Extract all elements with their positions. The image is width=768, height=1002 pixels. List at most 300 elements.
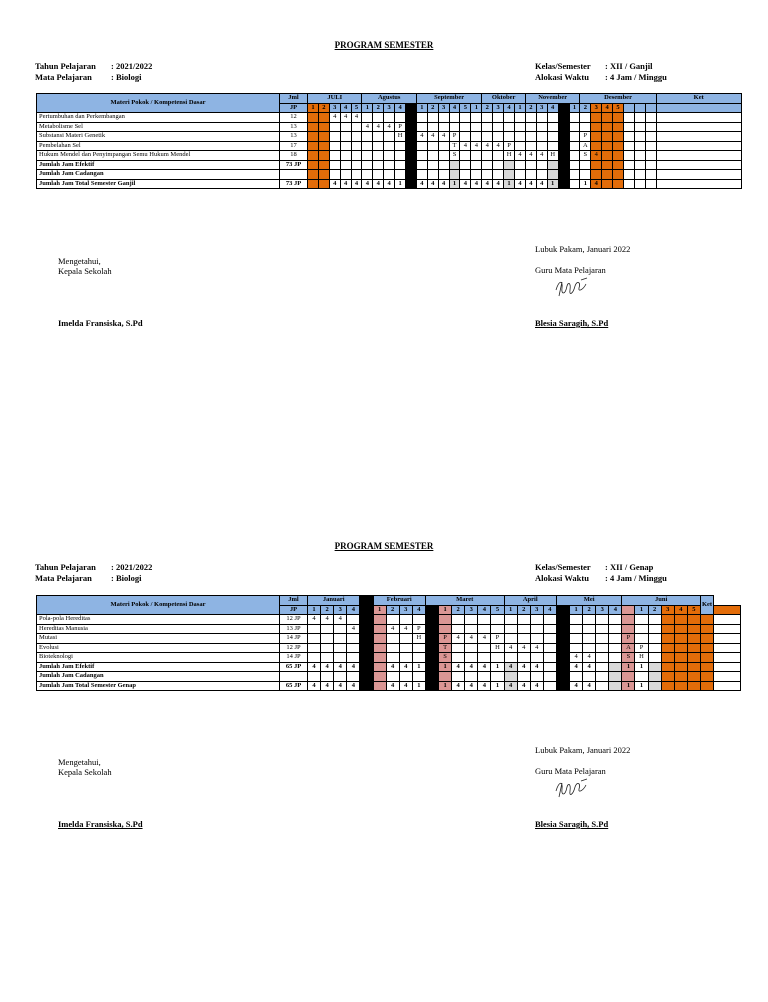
week-cell bbox=[536, 170, 547, 180]
week-cell bbox=[412, 672, 425, 682]
week-cell bbox=[471, 132, 482, 142]
week-cell bbox=[416, 151, 427, 161]
week-cell bbox=[329, 122, 340, 132]
sum-row-total bbox=[37, 681, 741, 691]
week-cell bbox=[460, 170, 471, 180]
week-number: 3 bbox=[591, 103, 602, 113]
week-cell bbox=[525, 141, 536, 151]
col-jp: JP bbox=[280, 605, 308, 615]
week-cell bbox=[580, 113, 591, 123]
week-cell: 4 bbox=[515, 151, 526, 161]
week-cell: 4 bbox=[351, 179, 362, 189]
row-jp: 13 bbox=[280, 122, 308, 132]
week-cell bbox=[609, 672, 622, 682]
week-cell bbox=[360, 681, 373, 691]
week-cell bbox=[602, 160, 613, 170]
week-cell bbox=[347, 643, 360, 653]
week-cell bbox=[395, 160, 406, 170]
week-cell bbox=[351, 151, 362, 161]
week-cell bbox=[373, 653, 386, 663]
week-cell: 4 bbox=[530, 681, 543, 691]
week-cell bbox=[648, 653, 661, 663]
ket-cell bbox=[656, 103, 741, 113]
col-ket: Ket bbox=[700, 596, 713, 615]
week-number: 5 bbox=[460, 103, 471, 113]
week-cell bbox=[687, 662, 700, 672]
week-number bbox=[714, 605, 741, 615]
week-cell bbox=[596, 615, 609, 625]
week-number: 2 bbox=[318, 103, 329, 113]
row-jp: 73 JP bbox=[280, 179, 308, 189]
week-cell: 1 bbox=[622, 662, 635, 672]
week-cell bbox=[439, 624, 452, 634]
week-cell bbox=[471, 122, 482, 132]
week-cell bbox=[362, 170, 373, 180]
week-cell: H bbox=[395, 132, 406, 142]
week-cell bbox=[515, 160, 526, 170]
week-number: 4 bbox=[395, 103, 406, 113]
week-cell: 1 bbox=[635, 662, 648, 672]
week-cell bbox=[517, 672, 530, 682]
week-number: 5 bbox=[613, 103, 624, 113]
week-cell: 4 bbox=[384, 122, 395, 132]
week-cell bbox=[596, 681, 609, 691]
kepala-sekolah-name: Imelda Fransiska, S.Pd bbox=[58, 318, 143, 328]
week-cell: 1 bbox=[547, 179, 558, 189]
schedule-table bbox=[36, 595, 741, 691]
row-jp bbox=[280, 170, 308, 180]
meta-right bbox=[535, 562, 667, 584]
week-cell bbox=[482, 122, 493, 132]
meta-right bbox=[535, 61, 667, 83]
week-cell bbox=[493, 151, 504, 161]
mapel-value: : Biologi bbox=[111, 573, 142, 583]
week-cell bbox=[583, 615, 596, 625]
week-cell bbox=[530, 634, 543, 644]
week-cell bbox=[591, 122, 602, 132]
week-cell bbox=[493, 122, 504, 132]
week-number: 1 bbox=[373, 605, 386, 615]
week-cell bbox=[525, 170, 536, 180]
row-jp bbox=[280, 672, 308, 682]
week-cell bbox=[427, 151, 438, 161]
week-cell: 4 bbox=[460, 179, 471, 189]
week-cell bbox=[700, 634, 713, 644]
col-jml: Jml bbox=[280, 94, 308, 104]
week-cell bbox=[395, 151, 406, 161]
table-header-row bbox=[37, 596, 741, 606]
table-row bbox=[37, 141, 742, 151]
week-cell bbox=[308, 179, 319, 189]
row-label: Substansi Materi Genetik bbox=[37, 132, 280, 142]
week-cell: 4 bbox=[384, 179, 395, 189]
week-cell bbox=[373, 643, 386, 653]
week-number: 2 bbox=[482, 103, 493, 113]
week-cell bbox=[439, 615, 452, 625]
tahun-label: Tahun Pelajaran bbox=[35, 562, 96, 572]
row-label: Jumlah Jam Total Semester Ganjil bbox=[37, 179, 280, 189]
week-cell bbox=[596, 643, 609, 653]
kelas-label: Kelas/Semester bbox=[535, 61, 591, 71]
alokasi-label: Alokasi Waktu bbox=[535, 72, 589, 82]
week-cell: 4 bbox=[556, 681, 569, 691]
week-cell: S bbox=[439, 653, 452, 663]
week-cell bbox=[570, 672, 583, 682]
month-april: April bbox=[504, 596, 556, 606]
week-cell: 4 bbox=[583, 662, 596, 672]
week-cell: 1 bbox=[395, 179, 406, 189]
row-jp: 12 JP bbox=[280, 643, 308, 653]
week-cell bbox=[517, 615, 530, 625]
week-cell bbox=[384, 151, 395, 161]
week-cell bbox=[634, 170, 645, 180]
week-cell bbox=[648, 643, 661, 653]
row-label: Jumlah Jam Efektif bbox=[37, 662, 280, 672]
week-cell bbox=[661, 615, 674, 625]
sum-row-efektif bbox=[37, 662, 741, 672]
week-cell bbox=[674, 624, 687, 634]
week-cell bbox=[465, 672, 478, 682]
week-cell bbox=[478, 653, 491, 663]
week-cell: 4 bbox=[530, 643, 543, 653]
week-cell bbox=[558, 151, 569, 161]
mapel-label: Mata Pelajaran bbox=[35, 72, 92, 82]
week-cell bbox=[591, 160, 602, 170]
week-cell bbox=[645, 132, 656, 142]
col-ket: Ket bbox=[656, 94, 741, 104]
week-cell bbox=[602, 170, 613, 180]
week-cell bbox=[700, 643, 713, 653]
week-cell: 4 bbox=[427, 132, 438, 142]
week-cell bbox=[482, 151, 493, 161]
week-cell bbox=[583, 672, 596, 682]
week-cell bbox=[596, 653, 609, 663]
week-cell bbox=[360, 624, 373, 634]
week-cell bbox=[543, 624, 556, 634]
ket-cell bbox=[656, 132, 741, 142]
week-cell bbox=[412, 653, 425, 663]
week-cell bbox=[438, 113, 449, 123]
week-cell bbox=[427, 122, 438, 132]
mengetahui-label: Mengetahui, bbox=[58, 256, 101, 266]
tahun-value: : 2021/2022 bbox=[111, 61, 153, 71]
week-cell bbox=[308, 160, 319, 170]
week-cell: 4 bbox=[493, 179, 504, 189]
week-cell bbox=[334, 643, 347, 653]
week-cell bbox=[613, 113, 624, 123]
kelas-value: : XII / Genap bbox=[605, 562, 654, 572]
week-cell bbox=[321, 653, 334, 663]
week-cell: 1 bbox=[449, 179, 460, 189]
month-maret: Maret bbox=[425, 596, 504, 606]
week-cell: P bbox=[412, 624, 425, 634]
week-cell bbox=[308, 634, 321, 644]
week-cell bbox=[687, 643, 700, 653]
week-cell bbox=[661, 653, 674, 663]
week-cell bbox=[360, 615, 373, 625]
week-cell: 4 bbox=[308, 615, 321, 625]
kelas-label: Kelas/Semester bbox=[535, 562, 591, 572]
week-cell bbox=[373, 615, 386, 625]
week-cell bbox=[602, 113, 613, 123]
week-cell bbox=[547, 113, 558, 123]
week-number: 1 bbox=[635, 605, 648, 615]
row-jp: 17 bbox=[280, 141, 308, 151]
week-cell: 4 bbox=[465, 681, 478, 691]
week-cell: 4 bbox=[373, 179, 384, 189]
week-cell bbox=[308, 643, 321, 653]
week-cell bbox=[373, 132, 384, 142]
week-cell bbox=[687, 615, 700, 625]
week-cell bbox=[517, 634, 530, 644]
month-januari: Januari bbox=[308, 596, 360, 606]
week-cell: 4 bbox=[321, 662, 334, 672]
week-cell bbox=[613, 141, 624, 151]
week-cell: 4 bbox=[308, 662, 321, 672]
row-jp: 65 JP bbox=[280, 662, 308, 672]
week-number bbox=[406, 103, 417, 113]
week-cell bbox=[543, 615, 556, 625]
week-cell: A bbox=[622, 643, 635, 653]
week-cell bbox=[460, 160, 471, 170]
week-cell bbox=[591, 170, 602, 180]
week-cell bbox=[602, 179, 613, 189]
week-cell bbox=[360, 653, 373, 663]
week-number: 1 bbox=[416, 103, 427, 113]
week-cell bbox=[504, 653, 517, 663]
week-cell bbox=[645, 141, 656, 151]
week-cell: H bbox=[412, 634, 425, 644]
week-cell bbox=[558, 179, 569, 189]
row-jp: 13 JP bbox=[280, 624, 308, 634]
week-cell bbox=[700, 672, 713, 682]
week-cell bbox=[406, 122, 417, 132]
week-cell bbox=[674, 662, 687, 672]
week-cell bbox=[547, 132, 558, 142]
week-cell bbox=[347, 653, 360, 663]
week-cell: P bbox=[439, 634, 452, 644]
week-cell: 4 bbox=[347, 624, 360, 634]
week-cell bbox=[460, 113, 471, 123]
week-cell bbox=[569, 122, 580, 132]
week-cell bbox=[318, 179, 329, 189]
week-cell bbox=[569, 132, 580, 142]
week-cell: 4 bbox=[536, 179, 547, 189]
week-cell bbox=[661, 634, 674, 644]
week-cell bbox=[558, 113, 569, 123]
week-cell bbox=[525, 113, 536, 123]
week-cell: 4 bbox=[493, 141, 504, 151]
week-cell bbox=[449, 122, 460, 132]
week-cell bbox=[570, 634, 583, 644]
week-cell bbox=[471, 113, 482, 123]
week-cell bbox=[406, 151, 417, 161]
week-cell bbox=[425, 662, 438, 672]
kepala-sekolah-label: Kepala Sekolah bbox=[58, 266, 112, 276]
page-title: PROGRAM SEMESTER bbox=[334, 40, 434, 50]
week-cell: T bbox=[449, 141, 460, 151]
week-cell bbox=[687, 681, 700, 691]
week-cell bbox=[556, 615, 569, 625]
week-cell bbox=[425, 653, 438, 663]
kepala-sekolah-label: Kepala Sekolah bbox=[58, 767, 112, 777]
week-cell bbox=[399, 634, 412, 644]
alokasi-label: Alokasi Waktu bbox=[535, 573, 589, 583]
week-cell bbox=[334, 634, 347, 644]
week-cell bbox=[334, 653, 347, 663]
week-cell: 4 bbox=[460, 141, 471, 151]
week-cell bbox=[515, 170, 526, 180]
week-cell: 4 bbox=[536, 151, 547, 161]
meta-left bbox=[35, 61, 152, 83]
week-cell bbox=[347, 672, 360, 682]
week-cell bbox=[525, 132, 536, 142]
week-number: 4 bbox=[449, 103, 460, 113]
week-cell bbox=[329, 151, 340, 161]
week-cell bbox=[318, 170, 329, 180]
week-cell bbox=[613, 160, 624, 170]
week-cell bbox=[340, 122, 351, 132]
signature-mark bbox=[553, 276, 589, 300]
month-februari: Februari bbox=[373, 596, 425, 606]
week-cell bbox=[384, 132, 395, 142]
week-cell bbox=[452, 672, 465, 682]
week-cell bbox=[362, 151, 373, 161]
week-cell bbox=[674, 634, 687, 644]
week-cell: P bbox=[558, 141, 569, 151]
month-juni: Juni bbox=[622, 596, 701, 606]
week-cell bbox=[360, 662, 373, 672]
week-cell bbox=[530, 615, 543, 625]
month-oktober: Oktober bbox=[482, 94, 526, 104]
week-cell bbox=[460, 151, 471, 161]
week-cell bbox=[543, 662, 556, 672]
week-cell: 4 bbox=[399, 662, 412, 672]
week-cell bbox=[482, 170, 493, 180]
week-number: 4 bbox=[347, 605, 360, 615]
week-number: 4 bbox=[602, 103, 613, 113]
week-cell bbox=[609, 624, 622, 634]
ket-cell bbox=[714, 634, 741, 644]
week-cell bbox=[687, 653, 700, 663]
week-cell bbox=[635, 634, 648, 644]
week-cell bbox=[329, 141, 340, 151]
alokasi-value: : 4 Jam / Minggu bbox=[605, 72, 667, 82]
week-cell bbox=[438, 170, 449, 180]
week-cell bbox=[504, 615, 517, 625]
week-cell bbox=[347, 634, 360, 644]
week-cell bbox=[395, 141, 406, 151]
week-cell: 1 bbox=[412, 681, 425, 691]
week-cell bbox=[308, 122, 319, 132]
week-cell: 4 bbox=[334, 615, 347, 625]
row-jp: 12 JP bbox=[280, 615, 308, 625]
week-cell bbox=[602, 151, 613, 161]
week-cell bbox=[634, 122, 645, 132]
row-label: Mutasi bbox=[37, 634, 280, 644]
guru-label: Guru Mata Pelajaran bbox=[535, 766, 606, 776]
week-cell bbox=[416, 113, 427, 123]
week-number: 1 bbox=[308, 103, 319, 113]
week-cell bbox=[674, 681, 687, 691]
alokasi-value: : 4 Jam / Minggu bbox=[605, 573, 667, 583]
row-label: Jumlah Jam Cadangan bbox=[37, 672, 280, 682]
week-cell: 1 bbox=[635, 681, 648, 691]
month-november: November bbox=[525, 94, 579, 104]
page-genap bbox=[0, 501, 768, 1002]
week-cell bbox=[609, 681, 622, 691]
week-number: 1 bbox=[504, 605, 517, 615]
week-cell bbox=[674, 643, 687, 653]
week-cell: 4 bbox=[471, 179, 482, 189]
week-number: 4 bbox=[543, 605, 556, 615]
week-cell: 4 bbox=[530, 662, 543, 672]
week-cell bbox=[661, 672, 674, 682]
week-cell: 4 bbox=[386, 624, 399, 634]
week-cell: 1 bbox=[580, 179, 591, 189]
place-date: Lubuk Pakam, Januari 2022 bbox=[535, 745, 631, 755]
week-cell bbox=[558, 122, 569, 132]
week-number: 3 bbox=[661, 605, 674, 615]
week-cell bbox=[591, 113, 602, 123]
row-label: Pola-pola Hereditas bbox=[37, 615, 280, 625]
week-cell: P bbox=[395, 122, 406, 132]
week-cell: T bbox=[439, 643, 452, 653]
week-cell bbox=[583, 634, 596, 644]
row-jp: 18 bbox=[280, 151, 308, 161]
week-number: 1 bbox=[515, 103, 526, 113]
week-number: 2 bbox=[648, 605, 661, 615]
week-cell bbox=[569, 151, 580, 161]
week-cell bbox=[308, 653, 321, 663]
week-cell: A bbox=[580, 141, 591, 151]
week-cell bbox=[449, 170, 460, 180]
week-cell bbox=[362, 113, 373, 123]
ket-cell bbox=[656, 170, 741, 180]
sum-row-total bbox=[37, 179, 742, 189]
week-cell bbox=[406, 132, 417, 142]
week-number: 1 bbox=[362, 103, 373, 113]
row-label: Pembelahan Sel bbox=[37, 141, 280, 151]
week-number bbox=[645, 103, 656, 113]
week-cell bbox=[635, 672, 648, 682]
week-cell bbox=[493, 132, 504, 142]
row-label: Hereditas Manusia bbox=[37, 624, 280, 634]
week-cell bbox=[493, 160, 504, 170]
meta-left bbox=[35, 562, 152, 584]
week-cell bbox=[536, 160, 547, 170]
ket-cell bbox=[656, 141, 741, 151]
week-cell bbox=[591, 141, 602, 151]
month-mei: Mei bbox=[556, 596, 621, 606]
week-cell bbox=[406, 141, 417, 151]
week-cell bbox=[569, 141, 580, 151]
week-cell bbox=[596, 634, 609, 644]
week-cell bbox=[648, 672, 661, 682]
week-cell: 1 bbox=[504, 179, 515, 189]
week-cell bbox=[602, 122, 613, 132]
week-cell: 4 bbox=[386, 681, 399, 691]
week-cell bbox=[329, 170, 340, 180]
tahun-label: Tahun Pelajaran bbox=[35, 61, 96, 71]
week-cell bbox=[536, 132, 547, 142]
week-cell bbox=[386, 672, 399, 682]
week-number: 3 bbox=[596, 605, 609, 615]
week-cell bbox=[661, 662, 674, 672]
week-cell bbox=[700, 662, 713, 672]
week-cell bbox=[362, 132, 373, 142]
week-cell bbox=[623, 141, 634, 151]
